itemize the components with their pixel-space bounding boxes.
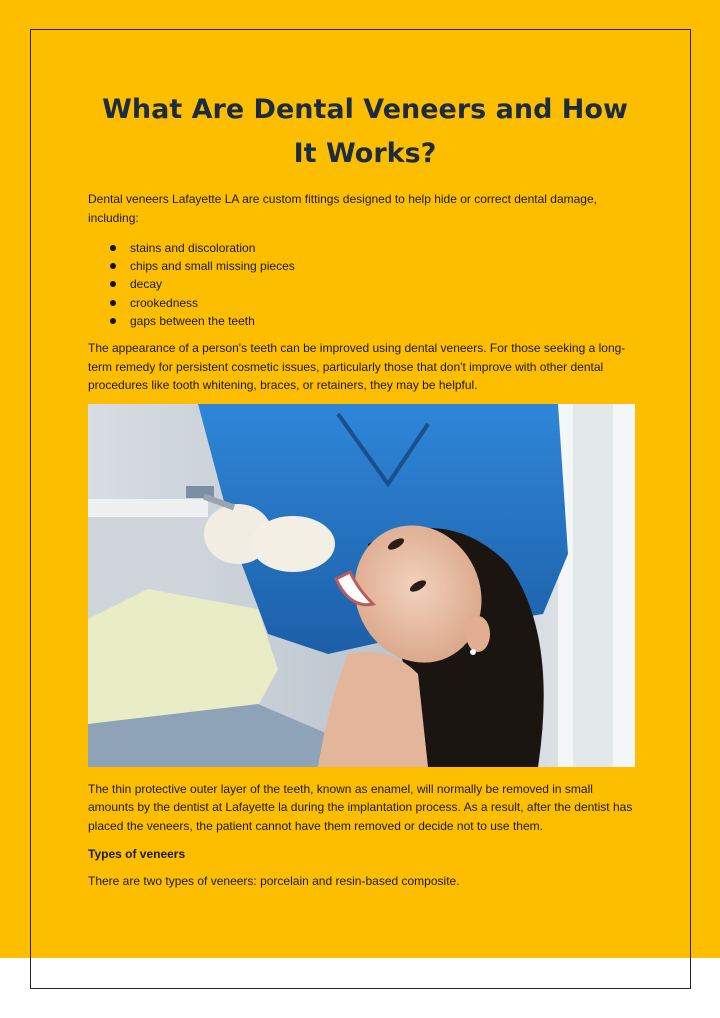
- dental-patient-photo: [88, 404, 635, 767]
- article-title: What Are Dental Veneers and How It Works?: [102, 94, 628, 169]
- appearance-paragraph: The appearance of a person's teeth can be improved using dental veneers. For those seeking a long-term remedy for persistent cosmetic issues, particularly those that don't improve with other dental procedures like tooth whitening, braces, or retainers, they may be helpful.: [88, 341, 626, 393]
- article: [88, 88, 636, 891]
- intro-paragraph: Dental veneers Lafayette LA are custom fittings designed to help hide or correct dental damage, including:: [88, 192, 597, 225]
- photo-illustration: [88, 404, 635, 767]
- types-of-veneers-heading: Types of veneers: [88, 847, 186, 862]
- list-item: stains and discoloration: [130, 239, 636, 257]
- types-paragraph: There are two types of veneers: porcelain and resin-based composite.: [88, 874, 460, 889]
- list-item: decay: [130, 275, 636, 293]
- damage-list: [88, 239, 636, 330]
- list-item: crookedness: [130, 294, 636, 312]
- enamel-paragraph: The thin protective outer layer of the teeth, known as enamel, will normally be removed in small amounts by the dentist at Lafayette la during the implantation process. As a result, after the dentist has placed the veneers, the patient cannot have them removed or decide not to use them.: [88, 781, 633, 833]
- list-item: chips and small missing pieces: [130, 257, 636, 275]
- list-item: gaps between the teeth: [130, 312, 636, 330]
